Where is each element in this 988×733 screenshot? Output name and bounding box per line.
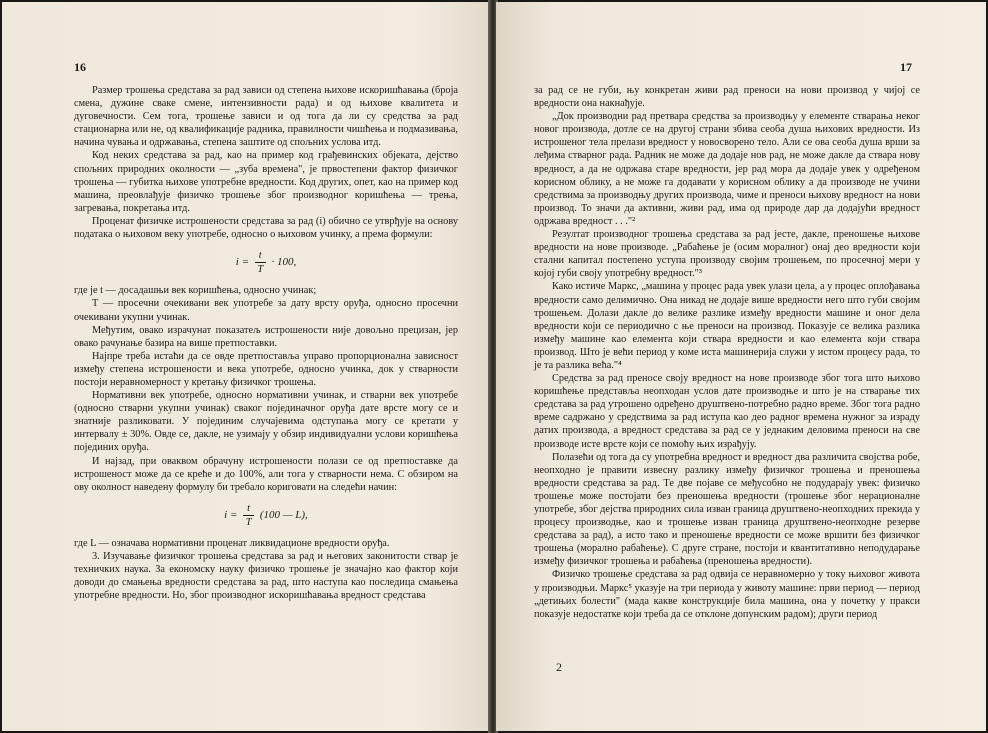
fraction — [255, 249, 266, 276]
paragraph: Резултат производног трошења средстава за рад јесте, дакле, преношење њихове вредности на нове производе. „Рабаћење је (осим моралног) онај део вредности који стални капитал постепено уступа производу својим трошењем, по просечној мери у којој губи своју употребну вредност."³ — [534, 229, 920, 280]
right-page — [496, 2, 986, 731]
paragraph: Средства за рад преносе своју вредност на нове производе због тога што њихово коришћење представља неопходан услов дате производње и што је на стварање тих средстава за рад утрошено одређено друштвено-потребно радно време. Због тога радно време садржано у средствима за рад иступа као део радног времена нужног за израду датих производа, а вредност средстава за рад се у једнаким деловима преноси на све производе исте врсте који се помоћу њих израђују. — [534, 373, 920, 450]
numerator: t — [243, 502, 254, 516]
paragraph: Нормативни век употребе, односно нормативни учинак, и стварни век употребе (односно стварни укупни учинак) сваког појединачног оруђа дате врсте могу се и знатније разликовати. У појединим случајевима одступања могу се кретати у интервалу ± 30%. Овде се, дакле, не узимају у обзир индивидуални услови коришћења појединих оруђа. — [74, 390, 458, 454]
paragraph: Најпре треба истаћи да се овде претпоставља управо пропорционална зависност између степена истрошености и века употребе, односно учинка, док у стварности постоји неравномерност у кретању физичког трошења. — [74, 350, 458, 388]
paragraph: „Док производни рад претвара средства за производњу у елементе стварања неког новог производа, дотле се на другој страни збива сеоба душа њихових вредности. Из истрошеног тела прелази вредност у новосворено тело. Али се ова сеоба душа врши за леђима стварног рада. Радник не може да додаје нов рад, не може дакле да ствара нову вредност, а да не одржава старе вредности, јер рад мора да додаје увек у одређеном корисном облику, а не може га додавати у корисном облику а да производе не учини средствима за производњу других производа, чиме и преноси њихову вредност на нови производ. То значи да активни, живи рад, има од природе дар да додајући вредност одржава вредност . . ."² — [534, 111, 920, 227]
paragraph: где L — означава нормативни проценат ликвидационе вредности оруђа. — [74, 538, 390, 549]
denominator: T — [257, 264, 264, 276]
formula-rhs: · 100, — [271, 256, 297, 269]
signature-number: 2 — [556, 660, 562, 674]
numerator: t — [255, 249, 266, 263]
paragraph: Размер трошења средстава за рад зависи од степена њихове искоришћавања (броја смена, дужине сваке смене, интензивности рада) и од њихове квалитета и дуговечности. Сем тога, трошење зависи и од тога да ли су средства за рад стационарна или не, од квалификације радника, правилности чишћења и подмазивања, начина чувања и одржавања, степена заштите од спољних услова итд. — [74, 85, 458, 149]
paragraph: Физичко трошење средстава за рад одвија се неравномерно у току њиховог живота у производњи. Маркс⁵ указује на три периода у животу машине: први период — период „детињих болести" (мада какве конструкције била машина, она у почетку у пракси показује недостатке који треба да се отклоне допунским радом); други период — [534, 569, 920, 620]
paragraph: И најзад, при оваквом обрачуну истрошености полази се од претпоставке да истрошеност може да се креће и до 100%, али тога у стварности нема. С обзиром на ову околност наведену формулу би требало кориговати на следећи начин: — [74, 455, 458, 493]
paragraph: Код неких средстава за рад, као на пример код грађевинских објеката, дејство спољних природних околности — „зуба времена", је првостепени фактор физичког трошења — губитка њихове употребне вредности. Код других, опет, као на пример код машина, преовлађује физичко трошење због производног коришћења — трења, загревања, покретања итд. — [74, 150, 458, 214]
paragraph: за рад се не губи, њу конкретан живи рад преноси на нови производ у чијој се вредности она накнађује. — [534, 85, 920, 110]
formula-rhs: (100 — L), — [259, 508, 308, 521]
formula-lhs: i = — [235, 256, 250, 269]
denominator: T — [245, 516, 252, 528]
formula-1 — [74, 249, 458, 276]
paragraph: Полазећи од тога да су употребна вредност и вредност два различита својства робе, неопходно је правити извесну разлику између физичког трошења и преношења вредности средстава за рад. Те две појаве се међусобно не подударају увек: физичко трошење може постојати без преношења вредности (трошење због нерационалне употребе, због дејства природних сила изван граница друштвено-неопходних прекида у процесу производње, као и трошење изван граница друштвено-неопходне резерве средстава за рад), а исто тако и преношење вредности се може вршити без физичког трошења (морално рабаћење). С друге стране, постоји и квантитативно неподударање између физичког трошења и рабаћења (преношења вредности). — [534, 451, 920, 568]
left-page — [2, 2, 490, 731]
left-page-number: 16 — [74, 60, 86, 74]
paragraph: Како истиче Маркс, „машина у процес рада увек улази цела, а у процес оплођавања вредности само делимично. Она никад не додаје више вредности него што губи својим трошењем. Долази дакле до велике разлике између вредности машине и оног дела вредности који се периодично с ње преноси на производ. Показује се велика разлика између машине као елемента који ствара вредности и као елемента који ствара производ. Што је већи период у коме иста машинерија служи у истом процесу рада, то је та разлика већа."⁴ — [534, 281, 920, 371]
right-page-text — [534, 84, 920, 621]
right-page-number: 17 — [900, 60, 912, 74]
paragraph: 3. Изучавање физичког трошења средстава за рад и његових законитости ствар је техничких наука. За економску науку физичко трошење је значајно као фактор који доводи до смањења вредности средстава за рад, што наступа као последица смањења употребне вредности. Но, због производног искоришћавања вредност средстава — [74, 551, 458, 602]
formula-lhs: i = — [224, 508, 238, 521]
fraction — [243, 502, 254, 529]
paragraph: T — просечни очекивани век употребе за дату врсту оруђа, односно просечни очекивани укупни учинак. — [74, 298, 458, 323]
paragraph: Међутим, овако израчунат показатељ истрошености није довољно прецизан, јер овако рачунање базира на више претпоставки. — [74, 324, 458, 349]
paragraph: где је t — досадашњи век коришћења, односно учинак; — [74, 285, 317, 297]
formula-2 — [74, 502, 458, 529]
left-page-text — [74, 84, 458, 602]
paragraph: Проценат физичке истрошености средстава за рад (i) обично се утврђује на основу података о њиховом веку употребе, односно о њиховом учинку, а према формули: — [74, 215, 458, 241]
